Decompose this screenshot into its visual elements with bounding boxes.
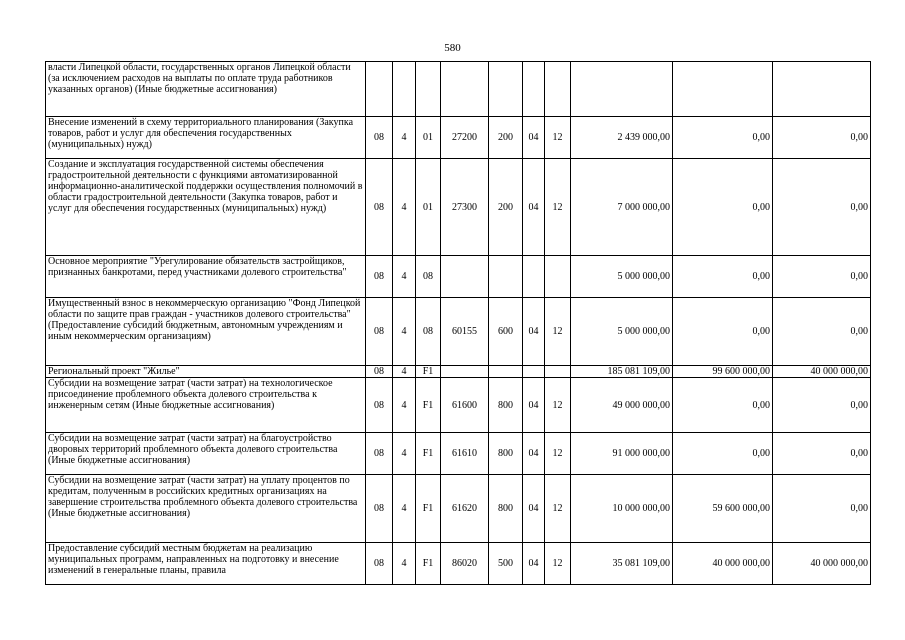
code-program: 4 bbox=[393, 256, 416, 298]
amount-year-3: 0,00 bbox=[773, 298, 871, 366]
code-section bbox=[366, 62, 393, 117]
code-program: 4 bbox=[393, 378, 416, 433]
amount-year-1: 5 000 000,00 bbox=[571, 256, 673, 298]
amount-year-1: 7 000 000,00 bbox=[571, 159, 673, 256]
amount-year-3: 0,00 bbox=[773, 159, 871, 256]
code-direction bbox=[441, 62, 489, 117]
row-description: Региональный проект "Жилье" bbox=[46, 366, 366, 378]
table-row bbox=[46, 256, 871, 298]
code-section: 08 bbox=[366, 543, 393, 585]
code-subprogram: F1 bbox=[416, 378, 441, 433]
code-section: 08 bbox=[366, 433, 393, 475]
code-program: 4 bbox=[393, 475, 416, 543]
table-row bbox=[46, 475, 871, 543]
amount-year-2: 99 600 000,00 bbox=[673, 366, 773, 378]
code-program: 4 bbox=[393, 543, 416, 585]
code-program: 4 bbox=[393, 433, 416, 475]
code-program: 4 bbox=[393, 159, 416, 256]
code-subprogram: F1 bbox=[416, 366, 441, 378]
code-direction: 61610 bbox=[441, 433, 489, 475]
code-subsection-b: 12 bbox=[545, 378, 571, 433]
amount-year-2: 0,00 bbox=[673, 378, 773, 433]
row-description: Субсидии на возмещение затрат (части затрат) на технологическое присоединение проблемного объекта долевого строительства к инженерным сетям (Иные бюджетные ассигнования) bbox=[46, 378, 366, 433]
code-direction: 27300 bbox=[441, 159, 489, 256]
code-direction: 86020 bbox=[441, 543, 489, 585]
row-description: Субсидии на возмещение затрат (части затрат) на благоустройство дворовых территорий проблемного объекта долевого строительства (Иные бюджетные ассигнования) bbox=[46, 433, 366, 475]
amount-year-2 bbox=[673, 62, 773, 117]
code-subsection-a: 04 bbox=[523, 117, 545, 159]
amount-year-1: 91 000 000,00 bbox=[571, 433, 673, 475]
code-subsection-a: 04 bbox=[523, 433, 545, 475]
code-subsection-b: 12 bbox=[545, 298, 571, 366]
row-description: Имущественный взнос в некоммерческую организацию "Фонд Липецкой области по защите прав граждан - участников долевого строительства" (Предоставление субсидий бюджетным, автономным учреждениям и иным некоммерческим организациям) bbox=[46, 298, 366, 366]
amount-year-1: 5 000 000,00 bbox=[571, 298, 673, 366]
amount-year-3: 0,00 bbox=[773, 475, 871, 543]
code-subsection-a bbox=[523, 62, 545, 117]
row-description: Создание и эксплуатация государственной системы обеспечения градостроительной деятельности с функциями автоматизированной информационно-аналитической поддержки осуществления полномочий в области градостроительной деятельности (Закупка товаров, работ и услуг для обеспечения государственных (муниципальных) нужд) bbox=[46, 159, 366, 256]
table-row bbox=[46, 159, 871, 256]
code-subprogram: F1 bbox=[416, 475, 441, 543]
code-direction: 27200 bbox=[441, 117, 489, 159]
code-expense-type bbox=[489, 366, 523, 378]
code-subsection-b: 12 bbox=[545, 433, 571, 475]
code-expense-type: 800 bbox=[489, 378, 523, 433]
code-program: 4 bbox=[393, 117, 416, 159]
code-subsection-b: 12 bbox=[545, 159, 571, 256]
budget-table bbox=[45, 61, 871, 585]
code-subprogram bbox=[416, 62, 441, 117]
code-subsection-b: 12 bbox=[545, 543, 571, 585]
code-section: 08 bbox=[366, 159, 393, 256]
amount-year-2: 59 600 000,00 bbox=[673, 475, 773, 543]
code-program: 4 bbox=[393, 298, 416, 366]
code-section: 08 bbox=[366, 256, 393, 298]
row-description: Основное мероприятие "Урегулирование обязательств застройщиков, признанных банкротами, перед участниками долевого строительства" bbox=[46, 256, 366, 298]
row-description: Субсидии на возмещение затрат (части затрат) на уплату процентов по кредитам, полученным в российских кредитных организациях на завершение строительства проблемного объекта долевого строительства (Иные бюджетные ассигнования) bbox=[46, 475, 366, 543]
amount-year-3 bbox=[773, 62, 871, 117]
code-direction: 61600 bbox=[441, 378, 489, 433]
amount-year-3: 0,00 bbox=[773, 117, 871, 159]
code-section: 08 bbox=[366, 117, 393, 159]
code-subsection-a: 04 bbox=[523, 543, 545, 585]
code-direction bbox=[441, 256, 489, 298]
code-expense-type: 600 bbox=[489, 298, 523, 366]
code-section: 08 bbox=[366, 366, 393, 378]
code-subsection-a bbox=[523, 366, 545, 378]
code-program: 4 bbox=[393, 366, 416, 378]
amount-year-3: 0,00 bbox=[773, 433, 871, 475]
code-subsection-a: 04 bbox=[523, 475, 545, 543]
table-row bbox=[46, 298, 871, 366]
amount-year-3: 0,00 bbox=[773, 256, 871, 298]
code-direction bbox=[441, 366, 489, 378]
code-subsection-a: 04 bbox=[523, 378, 545, 433]
amount-year-1 bbox=[571, 62, 673, 117]
amount-year-2: 0,00 bbox=[673, 256, 773, 298]
code-subsection-a: 04 bbox=[523, 298, 545, 366]
table-row bbox=[46, 378, 871, 433]
code-subsection-b bbox=[545, 366, 571, 378]
table-row bbox=[46, 433, 871, 475]
table-body bbox=[46, 62, 871, 585]
page-number: 580 bbox=[444, 42, 461, 54]
code-direction: 61620 bbox=[441, 475, 489, 543]
code-subprogram: 08 bbox=[416, 256, 441, 298]
code-expense-type: 200 bbox=[489, 117, 523, 159]
row-description: Внесение изменений в схему территориального планирования (Закупка товаров, работ и услуг для обеспечения государственных (муниципальных) нужд) bbox=[46, 117, 366, 159]
code-direction: 60155 bbox=[441, 298, 489, 366]
amount-year-1: 49 000 000,00 bbox=[571, 378, 673, 433]
amount-year-2: 0,00 bbox=[673, 433, 773, 475]
code-section: 08 bbox=[366, 475, 393, 543]
amount-year-3: 0,00 bbox=[773, 378, 871, 433]
amount-year-2: 40 000 000,00 bbox=[673, 543, 773, 585]
code-subsection-a bbox=[523, 256, 545, 298]
row-description: власти Липецкой области, государственных органов Липецкой области (за исключением расходов на выплаты по оплате труда работников указанных органов) (Иные бюджетные ассигнования) bbox=[46, 62, 366, 117]
amount-year-2: 0,00 bbox=[673, 298, 773, 366]
code-subsection-b bbox=[545, 62, 571, 117]
code-subprogram: 01 bbox=[416, 117, 441, 159]
code-expense-type: 800 bbox=[489, 475, 523, 543]
amount-year-3: 40 000 000,00 bbox=[773, 366, 871, 378]
amount-year-1: 10 000 000,00 bbox=[571, 475, 673, 543]
code-subprogram: 01 bbox=[416, 159, 441, 256]
row-description: Предоставление субсидий местным бюджетам на реализацию муниципальных программ, направленных на подготовку и внесение изменений в генеральные планы, правила bbox=[46, 543, 366, 585]
code-expense-type bbox=[489, 62, 523, 117]
amount-year-3: 40 000 000,00 bbox=[773, 543, 871, 585]
table-row bbox=[46, 366, 871, 378]
code-program bbox=[393, 62, 416, 117]
amount-year-1: 2 439 000,00 bbox=[571, 117, 673, 159]
code-expense-type: 800 bbox=[489, 433, 523, 475]
code-expense-type: 500 bbox=[489, 543, 523, 585]
code-section: 08 bbox=[366, 298, 393, 366]
code-subprogram: 08 bbox=[416, 298, 441, 366]
code-subprogram: F1 bbox=[416, 433, 441, 475]
code-section: 08 bbox=[366, 378, 393, 433]
table-row bbox=[46, 117, 871, 159]
amount-year-2: 0,00 bbox=[673, 117, 773, 159]
amount-year-1: 35 081 109,00 bbox=[571, 543, 673, 585]
code-expense-type: 200 bbox=[489, 159, 523, 256]
table-row bbox=[46, 62, 871, 117]
amount-year-2: 0,00 bbox=[673, 159, 773, 256]
code-subsection-b: 12 bbox=[545, 117, 571, 159]
code-subprogram: F1 bbox=[416, 543, 441, 585]
code-subsection-a: 04 bbox=[523, 159, 545, 256]
code-expense-type bbox=[489, 256, 523, 298]
code-subsection-b: 12 bbox=[545, 475, 571, 543]
amount-year-1: 185 081 109,00 bbox=[571, 366, 673, 378]
code-subsection-b bbox=[545, 256, 571, 298]
table-row bbox=[46, 543, 871, 585]
